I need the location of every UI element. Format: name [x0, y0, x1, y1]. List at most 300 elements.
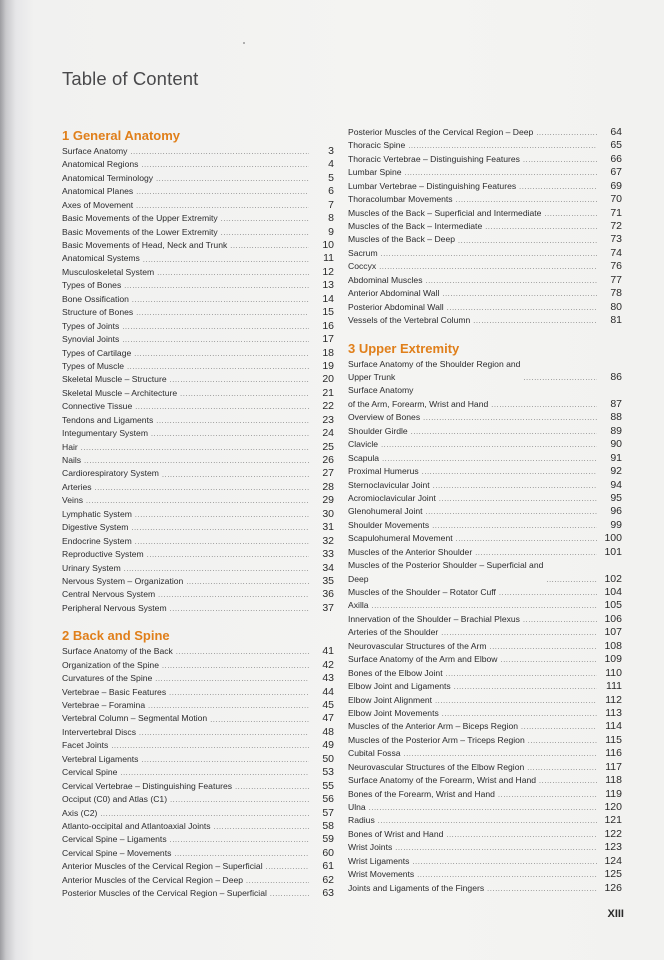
toc-entry-page: 13 — [322, 279, 334, 292]
toc-entry-title: Atlanto-occipital and Atlantoaxial Joints — [62, 820, 211, 831]
toc-entry[interactable] — [348, 788, 622, 801]
dot-leader — [122, 320, 309, 333]
toc-entry-page: 100 — [604, 532, 622, 545]
page-number-folio: XIII — [607, 908, 624, 920]
dot-leader — [131, 521, 309, 534]
toc-entry[interactable] — [348, 626, 622, 639]
toc-entry-page: 21 — [322, 386, 334, 399]
toc-entry-page: 86 — [610, 371, 622, 383]
dot-leader — [148, 699, 309, 712]
toc-entry-title: of the Arm, Forearm, Wrist and Hand — [348, 398, 489, 409]
toc-entry-page: 80 — [610, 300, 622, 313]
toc-entry-page: 23 — [322, 413, 334, 426]
dot-leader — [447, 301, 597, 314]
toc-entry-page: 66 — [610, 152, 622, 165]
toc-entry-page: 62 — [322, 873, 334, 886]
toc-entry-title: Posterior Muscles of the Cervical Region – Deep — [348, 126, 534, 137]
toc-entry-page: 60 — [322, 846, 334, 859]
dot-leader — [519, 180, 597, 193]
toc-entry-page: 34 — [322, 561, 334, 574]
toc-entry-page: 81 — [610, 314, 622, 327]
toc-entry-page: 42 — [322, 658, 334, 671]
toc-section — [62, 627, 334, 900]
toc-entry[interactable] — [348, 546, 622, 559]
toc-entry[interactable] — [348, 438, 622, 451]
toc-entry-page: 115 — [605, 733, 622, 746]
toc-entry[interactable] — [348, 599, 622, 612]
toc-entry-title: Posterior Abdominal Wall — [348, 301, 444, 312]
toc-entry[interactable] — [62, 199, 334, 212]
toc-entry-page: 25 — [322, 440, 334, 453]
dot-leader — [499, 586, 597, 599]
toc-entry-page: 120 — [604, 801, 622, 814]
toc-entry[interactable] — [62, 333, 334, 346]
toc-entry-page: 49 — [322, 739, 334, 752]
dot-leader — [162, 659, 309, 672]
dot-leader — [174, 847, 309, 860]
toc-entry-title-line: Surface Anatomy — [348, 385, 414, 396]
toc-entry-title: Hair — [62, 441, 78, 452]
dot-leader — [124, 279, 309, 292]
toc-entry[interactable] — [62, 602, 334, 615]
toc-entry-title: Innervation of the Shoulder – Brachial Plexus — [348, 613, 520, 624]
toc-entry-title: Sternoclavicular Joint — [348, 479, 430, 490]
toc-entry[interactable] — [62, 253, 334, 266]
dot-leader — [426, 274, 597, 287]
toc-entry[interactable] — [348, 314, 622, 327]
toc-entry[interactable] — [62, 279, 334, 292]
dot-leader — [230, 239, 309, 252]
toc-entry[interactable] — [348, 828, 622, 841]
dot-leader — [454, 680, 597, 693]
toc-entry-title: Shoulder Girdle — [348, 425, 408, 436]
dot-leader — [441, 626, 597, 639]
toc-entry-title: Surface Anatomy of the Back — [62, 646, 173, 657]
toc-entry[interactable] — [62, 145, 334, 158]
toc-entry[interactable] — [348, 425, 622, 438]
toc-entry-page: 35 — [322, 574, 334, 587]
toc-entry-title: Muscles of the Anterior Arm – Biceps Region — [348, 721, 519, 732]
toc-entry-page: 89 — [610, 424, 622, 437]
dot-leader — [170, 602, 309, 615]
toc-entry[interactable] — [348, 180, 622, 193]
toc-entry-page: 107 — [604, 626, 622, 639]
toc-entry-page: 26 — [322, 454, 334, 467]
toc-entry-title: Vertebral Ligaments — [62, 753, 139, 764]
toc-entry-title: Bone Ossification — [62, 293, 129, 304]
dot-leader — [491, 398, 597, 411]
dot-leader — [147, 548, 309, 561]
toc-entry[interactable] — [348, 734, 622, 747]
toc-entry-page: 31 — [322, 521, 334, 534]
toc-entry-title: Skeletal Muscle – Architecture — [62, 387, 178, 398]
toc-entry-page: 113 — [605, 706, 622, 719]
toc-entry-title: Lymphatic System — [62, 508, 132, 519]
dot-leader — [111, 739, 309, 752]
toc-entry-page: 20 — [322, 373, 334, 386]
toc-entry[interactable] — [62, 807, 334, 820]
toc-entry[interactable] — [62, 713, 334, 726]
toc-entry[interactable] — [62, 535, 334, 548]
toc-entry-page: 7 — [328, 198, 334, 211]
dot-leader — [127, 360, 309, 373]
toc-entry[interactable] — [62, 699, 334, 712]
toc-entry[interactable] — [62, 766, 334, 779]
dot-leader — [266, 860, 309, 873]
toc-entry-title: Wrist Movements — [348, 869, 415, 880]
toc-entry[interactable] — [348, 640, 622, 653]
toc-entry[interactable] — [62, 548, 334, 561]
dot-leader — [523, 613, 597, 626]
toc-entry[interactable] — [62, 739, 334, 752]
toc-entry-title: Shoulder Movements — [348, 519, 430, 530]
toc-entry[interactable] — [348, 126, 622, 139]
toc-entry-title: Ulna — [348, 802, 366, 813]
toc-entry-page: 77 — [610, 273, 622, 286]
toc-entry[interactable] — [348, 358, 622, 385]
toc-entry[interactable] — [348, 680, 622, 693]
toc-entry-page: 96 — [610, 505, 622, 518]
toc-entry[interactable] — [62, 373, 334, 386]
toc-entry[interactable] — [62, 454, 334, 467]
toc-entry-title: Vertebrae – Basic Features — [62, 686, 167, 697]
toc-entry[interactable] — [62, 494, 334, 507]
toc-entry-title: Overview of Bones — [348, 412, 421, 423]
toc-entry-title: Muscles of the Posterior Arm – Triceps Region — [348, 734, 525, 745]
dot-leader — [544, 207, 597, 220]
toc-entry[interactable] — [62, 172, 334, 185]
dot-leader — [490, 640, 597, 653]
toc-entry[interactable] — [62, 521, 334, 534]
toc-entry-title: Bones of Wrist and Hand — [348, 828, 444, 839]
toc-entry[interactable] — [348, 465, 622, 478]
toc-entry-page: 8 — [328, 212, 334, 225]
toc-entry[interactable] — [62, 575, 334, 588]
toc-entry-title: Neurovascular Structures of the Arm — [348, 640, 487, 651]
toc-entry[interactable] — [348, 220, 622, 233]
toc-entry[interactable] — [348, 274, 622, 287]
toc-entry-page: 69 — [610, 179, 622, 192]
toc-entry[interactable] — [348, 667, 622, 680]
toc-entry-page: 9 — [328, 225, 334, 238]
dot-leader — [536, 126, 597, 139]
toc-entry[interactable] — [62, 347, 334, 360]
toc-entry-title: Types of Joints — [62, 320, 120, 331]
toc-entry[interactable] — [62, 360, 334, 373]
toc-entry-title: Acromioclavicular Joint — [348, 492, 436, 503]
toc-entry[interactable] — [348, 841, 622, 854]
toc-entry[interactable] — [62, 387, 334, 400]
toc-entry-title: Basic Movements of the Upper Extremity — [62, 213, 218, 224]
toc-entry-title: Neurovascular Structures of the Elbow Region — [348, 761, 525, 772]
dot-leader — [458, 234, 597, 247]
toc-entry[interactable] — [62, 293, 334, 306]
toc-entry[interactable] — [348, 855, 622, 868]
toc-entry[interactable] — [348, 193, 622, 206]
toc-entry-page: 24 — [322, 427, 334, 440]
toc-entry-page: 3 — [328, 144, 334, 157]
toc-entry-title: Glenohumeral Joint — [348, 506, 423, 517]
toc-entry[interactable] — [62, 320, 334, 333]
toc-entry-page: 55 — [322, 779, 334, 792]
dot-leader — [411, 425, 597, 438]
dot-leader — [86, 494, 309, 507]
toc-entry[interactable] — [348, 452, 622, 465]
toc-entry-page: 117 — [605, 760, 622, 773]
toc-entry[interactable] — [348, 153, 622, 166]
toc-entry[interactable] — [348, 479, 622, 492]
toc-entry-title: Anterior Muscles of the Cervical Region – Superficial — [62, 861, 263, 872]
toc-entry[interactable] — [62, 185, 334, 198]
toc-entry-page: 53 — [322, 766, 334, 779]
toc-entry-page: 118 — [605, 774, 622, 787]
dot-leader — [417, 868, 597, 881]
toc-entry[interactable] — [348, 774, 622, 787]
dot-leader — [435, 694, 597, 707]
toc-entry-page: 76 — [610, 260, 622, 273]
toc-entry-title: Bones of the Forearm, Wrist and Hand — [348, 788, 495, 799]
toc-entry[interactable] — [348, 505, 622, 518]
toc-entry[interactable] — [62, 686, 334, 699]
toc-entry[interactable] — [62, 226, 334, 239]
toc-entry[interactable] — [348, 694, 622, 707]
toc-right-column — [348, 126, 622, 907]
toc-entry-title: Vessels of the Vertebral Column — [348, 315, 471, 326]
dot-leader — [422, 465, 597, 478]
toc-entry-page: 94 — [610, 478, 622, 491]
dot-leader — [221, 226, 309, 239]
toc-entry[interactable] — [62, 887, 334, 900]
toc-section — [348, 340, 622, 896]
toc-entry-title: Muscles of the Shoulder – Rotator Cuff — [348, 587, 496, 598]
toc-entry-page: 119 — [605, 787, 622, 800]
toc-entry-title: Anatomical Regions — [62, 159, 139, 170]
toc-entry-title: Lumbar Vertebrae – Distinguishing Features — [348, 180, 517, 191]
dot-leader — [81, 441, 309, 454]
toc-entry-title: Anterior Muscles of the Cervical Region – Deep — [62, 874, 244, 885]
toc-entry[interactable] — [348, 411, 622, 424]
toc-entry-title: Surface Anatomy — [62, 145, 128, 156]
toc-entry-page: 74 — [610, 246, 622, 259]
toc-entry[interactable] — [62, 468, 334, 481]
toc-entry[interactable] — [62, 508, 334, 521]
dot-leader — [235, 780, 309, 793]
toc-entry[interactable] — [62, 427, 334, 440]
toc-entry[interactable] — [62, 562, 334, 575]
toc-entry-page: 70 — [610, 193, 622, 206]
toc-entry[interactable] — [348, 287, 622, 300]
paper-speck — [243, 42, 245, 44]
toc-left-column — [62, 126, 334, 913]
toc-entry-title: Elbow Joint and Ligaments — [348, 681, 451, 692]
toc-entry[interactable] — [62, 481, 334, 494]
toc-entry-page: 50 — [322, 752, 334, 765]
toc-entry[interactable] — [348, 247, 622, 260]
dot-leader — [456, 532, 597, 545]
dot-leader — [527, 761, 597, 774]
toc-entry-title: Basic Movements of the Lower Extremity — [62, 226, 218, 237]
toc-entry-title: Cervical Vertebrae – Distinguishing Features — [62, 780, 233, 791]
dot-leader — [456, 193, 597, 206]
toc-entry-page: 32 — [322, 534, 334, 547]
dot-leader — [270, 887, 309, 900]
toc-entry[interactable] — [348, 384, 622, 411]
toc-entry[interactable] — [62, 441, 334, 454]
toc-entry-title: Integumentary System — [62, 428, 148, 439]
toc-entry-page: 101 — [604, 545, 622, 558]
toc-entry[interactable] — [62, 726, 334, 739]
toc-entry[interactable] — [348, 586, 622, 599]
section-title: 3 Upper Extremity — [348, 340, 460, 356]
toc-entry-page: 33 — [322, 548, 334, 561]
toc-entry[interactable] — [62, 306, 334, 319]
toc-entry[interactable] — [62, 659, 334, 672]
dot-leader — [381, 247, 597, 260]
toc-entry[interactable] — [348, 653, 622, 666]
toc-entry[interactable] — [348, 559, 622, 586]
toc-entry-title: Nervous System – Organization — [62, 575, 184, 586]
dot-leader — [432, 519, 597, 532]
toc-entry-title: Anterior Abdominal Wall — [348, 288, 440, 299]
toc-entry[interactable] — [348, 868, 622, 881]
toc-section — [62, 127, 334, 615]
dot-leader — [501, 653, 597, 666]
dot-leader — [120, 766, 309, 779]
toc-entry[interactable] — [348, 492, 622, 505]
toc-entry-page: 109 — [604, 653, 622, 666]
toc-entry-page: 91 — [610, 451, 622, 464]
dot-leader — [528, 734, 597, 747]
toc-entry[interactable] — [62, 414, 334, 427]
toc-entry[interactable] — [348, 720, 622, 733]
dot-leader — [475, 546, 597, 559]
toc-entry-page: 12 — [322, 265, 334, 278]
toc-entry[interactable] — [62, 672, 334, 685]
toc-entry-page: 106 — [604, 612, 622, 625]
toc-entry-title: Musculoskeletal System — [62, 266, 155, 277]
dot-leader — [473, 314, 597, 327]
dot-leader — [539, 774, 597, 787]
toc-entry-page: 71 — [610, 206, 622, 219]
toc-entry-page: 44 — [322, 685, 334, 698]
toc-entry[interactable] — [348, 613, 622, 626]
toc-entry-title: Vertebrae – Foramina — [62, 700, 146, 711]
dot-leader — [379, 260, 597, 273]
toc-entry-title: Cervical Spine — [62, 767, 118, 778]
toc-entry-page: 72 — [610, 220, 622, 233]
toc-entry[interactable] — [348, 761, 622, 774]
toc-entry-page: 28 — [322, 480, 334, 493]
dot-leader — [122, 333, 309, 346]
toc-entry-title: Veins — [62, 495, 84, 506]
toc-entry[interactable] — [348, 260, 622, 273]
toc-entry[interactable] — [62, 753, 334, 766]
toc-entry[interactable] — [62, 833, 334, 846]
dot-leader — [485, 220, 597, 233]
toc-entry-title: Peripheral Nervous System — [62, 602, 167, 613]
toc-entry[interactable] — [62, 645, 334, 658]
dot-leader — [100, 807, 309, 820]
toc-entry[interactable] — [348, 707, 622, 720]
toc-entry[interactable] — [348, 207, 622, 220]
toc-entry-page: 112 — [605, 693, 622, 706]
toc-entry[interactable] — [62, 266, 334, 279]
toc-entry-page: 114 — [605, 720, 622, 733]
toc-entry-title: Thoracolumbar Movements — [348, 194, 453, 205]
toc-entry[interactable] — [348, 532, 622, 545]
toc-entry-title: Arteries — [62, 481, 92, 492]
toc-entry[interactable] — [348, 139, 622, 152]
toc-entry[interactable] — [348, 814, 622, 827]
toc-entry-page: 56 — [322, 793, 334, 806]
toc-entry[interactable] — [62, 793, 334, 806]
toc-entry-title: Occiput (C0) and Atlas (C1) — [62, 794, 168, 805]
toc-entry[interactable] — [348, 747, 622, 760]
dot-leader — [498, 788, 597, 801]
dot-leader — [170, 793, 309, 806]
dot-leader — [136, 306, 309, 319]
toc-entry[interactable] — [348, 882, 622, 895]
toc-entry[interactable] — [62, 212, 334, 225]
toc-entry[interactable] — [62, 158, 334, 171]
toc-entry[interactable] — [348, 301, 622, 314]
toc-entry-title: Types of Cartilage — [62, 347, 132, 358]
toc-entry[interactable] — [62, 847, 334, 860]
toc-entry-page: 5 — [328, 171, 334, 184]
toc-entry-page: 90 — [610, 438, 622, 451]
dot-leader — [446, 667, 597, 680]
dot-leader — [378, 814, 597, 827]
toc-entry-title: Radius — [348, 815, 375, 826]
toc-entry-title: Digestive System — [62, 522, 129, 533]
toc-entry-title: Vertebral Column – Segmental Motion — [62, 713, 208, 724]
toc-entry-title: Wrist Joints — [348, 842, 393, 853]
toc-entry-page: 63 — [322, 887, 334, 900]
toc-entry-page: 73 — [610, 233, 622, 246]
dot-leader — [170, 833, 309, 846]
toc-entry-title: Cardiorespiratory System — [62, 468, 159, 479]
dot-leader — [395, 841, 597, 854]
toc-entry[interactable] — [348, 519, 622, 532]
dot-leader — [214, 820, 309, 833]
toc-entry[interactable] — [348, 234, 622, 247]
toc-entry-title: Muscles of the Back – Intermediate — [348, 221, 483, 232]
toc-entry-page: 43 — [322, 672, 334, 685]
dot-leader — [487, 882, 597, 895]
toc-entry-page: 122 — [604, 827, 622, 840]
toc-entry-page: 123 — [604, 841, 622, 854]
toc-entry[interactable] — [62, 780, 334, 793]
toc-entry-page: 17 — [322, 333, 334, 346]
toc-entry-page: 14 — [322, 292, 334, 305]
toc-entry[interactable] — [62, 820, 334, 833]
toc-entry[interactable] — [62, 239, 334, 252]
toc-entry[interactable] — [62, 860, 334, 873]
toc-section — [348, 126, 622, 328]
toc-entry-title: Elbow Joint Movements — [348, 707, 439, 718]
dot-leader — [143, 253, 309, 266]
toc-entry[interactable] — [62, 874, 334, 887]
toc-entry[interactable] — [62, 400, 334, 413]
dot-leader — [169, 686, 309, 699]
dot-leader — [442, 707, 597, 720]
toc-entry[interactable] — [62, 588, 334, 601]
toc-entry-title: Upper Trunk — [348, 372, 396, 383]
toc-entry[interactable] — [348, 166, 622, 179]
toc-entry[interactable] — [348, 801, 622, 814]
toc-entry-title: Types of Muscle — [62, 360, 125, 371]
toc-entry-title: Thoracic Vertebrae – Distinguishing Features — [348, 153, 520, 164]
